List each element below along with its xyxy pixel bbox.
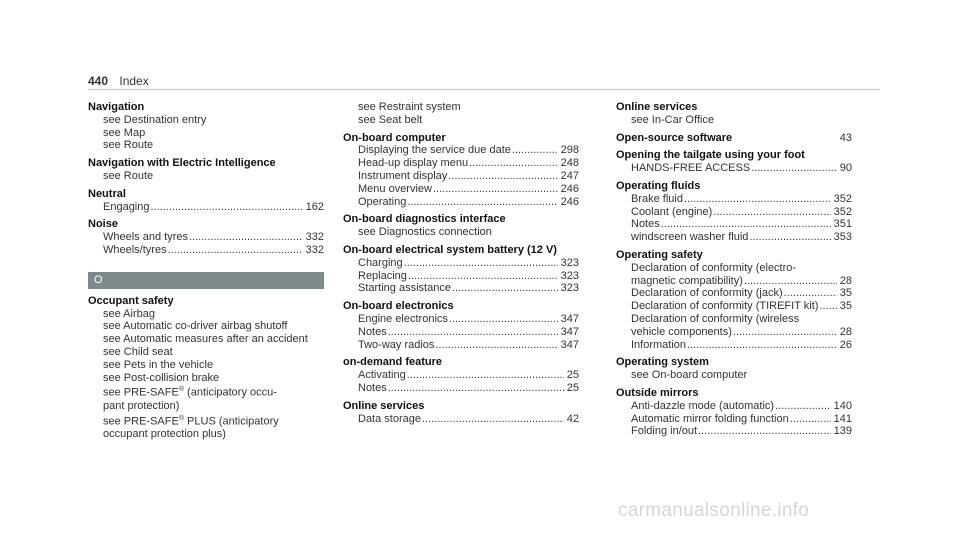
entry-online-services: Online services	[343, 399, 425, 412]
index-column-3	[616, 101, 852, 438]
index-row[interactable]: Data storage ..... 42	[343, 413, 579, 426]
see-ref[interactable]: see Child seat	[103, 345, 173, 358]
see-ref[interactable]: see Post-collision brake	[103, 371, 220, 384]
entry-navigation-ei: Navigation with Electric Intelligence	[88, 157, 276, 170]
page-header	[88, 74, 149, 88]
index-row[interactable]: windscreen washer fluid ..... 353	[616, 231, 852, 244]
index-row[interactable]: Head-up display menu ..... 248	[343, 157, 579, 170]
see-ref[interactable]: see In-Car Office	[631, 113, 714, 126]
see-ref[interactable]: see Route	[103, 139, 154, 152]
index-row[interactable]: Wheels and tyres ..... 332	[88, 231, 324, 244]
index-row-line1[interactable]: Declaration of conformity (electro-	[631, 261, 797, 274]
see-ref[interactable]: see Diagnostics connection	[358, 226, 492, 239]
index-row[interactable]: Automatic mirror folding function ..... 141	[616, 413, 852, 426]
index-row[interactable]: Coolant (engine) ..... 352	[616, 206, 852, 219]
entry-on-board-diagnostics: On-board diagnostics interface	[343, 213, 506, 226]
page-number: 440	[88, 74, 109, 88]
index-row[interactable]: Declaration of conformity (jack) ..... 35	[616, 287, 852, 300]
see-ref[interactable]: see Automatic co-driver airbag shutoff	[103, 320, 288, 333]
see-ref[interactable]: see Map	[103, 126, 146, 139]
entry-operating-system: Operating system	[616, 356, 709, 369]
see-ref-presafe[interactable]: see PRE-SAFE® (anticipatory occu-	[103, 386, 277, 399]
see-ref-presafe-plus[interactable]: see PRE-SAFE® PLUS (anticipatory	[103, 414, 279, 428]
index-row[interactable]: Operating ..... 246	[343, 196, 579, 209]
index-row[interactable]: Two-way radios ..... 347	[343, 339, 579, 352]
see-ref[interactable]: see Route	[103, 169, 154, 182]
index-row[interactable]: Wheels/tyres ..... 332	[88, 244, 324, 257]
index-column-2	[343, 101, 579, 425]
index-row[interactable]: Instrument display ..... 247	[343, 170, 579, 183]
see-ref[interactable]: see On-board computer	[631, 369, 748, 382]
entry-opening-tailgate: Opening the tailgate using your foot	[616, 149, 805, 162]
watermark: carmanualsonline.info	[618, 500, 810, 521]
entry-navigation: Navigation	[88, 101, 145, 113]
see-ref-cont: occupant protection plus)	[103, 428, 226, 441]
entry-on-board-battery: On-board electrical system battery (12 V)	[343, 243, 557, 256]
entry-outside-mirrors: Outside mirrors	[616, 386, 699, 399]
index-row[interactable]: Folding in/out ..... 139	[616, 425, 852, 438]
index-row[interactable]: Replacing ..... 323	[343, 270, 579, 283]
index-row[interactable]: Engine electronics ..... 347	[343, 313, 579, 326]
index-row[interactable]: Notes ..... 347	[343, 326, 579, 339]
entry-open-source-software[interactable]: Open-source software 43	[616, 131, 852, 144]
see-ref[interactable]: see Destination entry	[103, 113, 207, 126]
see-ref[interactable]: see Restraint system	[358, 101, 461, 113]
index-row[interactable]: Menu overview ..... 246	[343, 183, 579, 196]
entry-online-services-2: Online services	[616, 101, 698, 113]
see-ref[interactable]: see Pets in the vehicle	[103, 358, 214, 371]
index-row[interactable]: Starting assistance ..... 323	[343, 282, 579, 295]
entry-operating-fluids: Operating fluids	[616, 179, 701, 192]
index-row[interactable]: Brake fluid ..... 352	[616, 193, 852, 206]
entry-on-board-electronics: On-board electronics	[343, 300, 454, 313]
entry-on-demand-feature: on-demand feature	[343, 356, 443, 369]
index-column-1	[88, 101, 324, 441]
index-row[interactable]: Activating ..... 25	[343, 369, 579, 382]
see-ref[interactable]: see Automatic measures after an accident	[103, 333, 308, 346]
index-row[interactable]: HANDS-FREE ACCESS ..... 90	[616, 162, 852, 175]
see-ref-cont: pant protection)	[103, 399, 180, 412]
entry-operating-safety: Operating safety	[616, 248, 703, 261]
index-row[interactable]: Notes ..... 25	[343, 382, 579, 395]
index-row[interactable]: Notes ..... 351	[616, 218, 852, 231]
index-row[interactable]: vehicle components) ..... 28	[616, 326, 852, 339]
entry-neutral: Neutral	[88, 187, 126, 200]
entry-occupant-safety: Occupant safety	[88, 294, 174, 307]
index-row[interactable]: Declaration of conformity (TIREFIT kit) ..... 35	[616, 300, 852, 313]
index-row-line1[interactable]: Declaration of conformity (wireless	[631, 312, 800, 325]
page-title: Index	[119, 74, 149, 88]
entry-on-board-computer: On-board computer	[343, 131, 446, 144]
index-row[interactable]: Engaging ..... 162	[88, 201, 324, 214]
entry-noise: Noise	[88, 218, 118, 231]
index-row[interactable]: Displaying the service due date ..... 298	[343, 144, 579, 157]
see-ref[interactable]: see Seat belt	[358, 113, 423, 126]
header-rule	[88, 89, 880, 90]
letter-section-bar: O	[88, 272, 324, 289]
see-ref[interactable]: see Airbag	[103, 307, 155, 320]
index-row[interactable]: magnetic compatibility) ..... 28	[616, 275, 852, 288]
index-row[interactable]: Anti-dazzle mode (automatic) ..... 140	[616, 400, 852, 413]
index-row[interactable]: Information ..... 26	[616, 339, 852, 352]
index-row[interactable]: Charging ..... 323	[343, 257, 579, 270]
